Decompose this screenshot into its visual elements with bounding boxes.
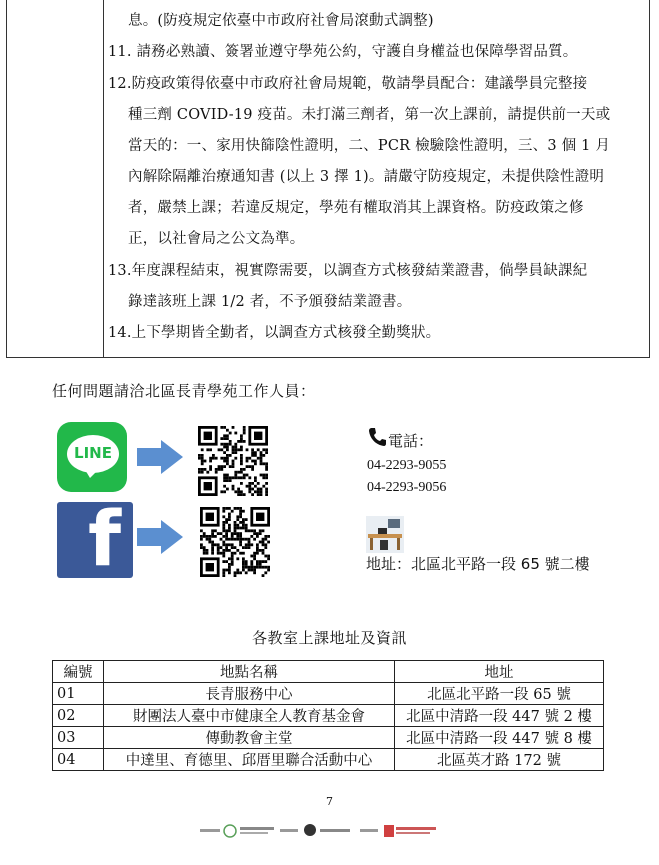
rule-line: 息。(防疫規定依臺中市政府社會局滾動式調整) [128,13,434,29]
phone-number-2: 04-2293-9056 [367,480,447,495]
office-desk-icon [366,516,404,553]
table-row [53,727,604,749]
arrow-right-icon [137,528,161,546]
rule-line: 13.年度課程結束，視實際需要，以調查方式核發結業證書，倘學員缺課紀 [108,263,588,279]
header-number: 編號 [53,661,104,683]
rule-line: 14.上下學期皆全勤者，以調查方式核發全勤獎狀。 [108,325,441,341]
row-number: 04 [53,749,104,771]
table-row [53,749,604,771]
facebook-qr-code[interactable] [200,507,270,577]
header-location: 地點名稱 [104,661,395,683]
footer-sponsor-logos [200,822,460,840]
table-row [53,683,604,705]
row-address: 北區北平路一段 65 號 [395,683,604,705]
rule-line: 當天的：一、家用快篩陰性證明，二、PCR 檢驗陰性證明，三、3 個 1 月 [128,138,611,154]
rule-line: 正，以社會局之公文為準。 [128,231,305,247]
rule-line: 11. 請務必熟讀、簽署並遵守學苑公約，守護自身權益也保障學習品質。 [108,44,578,60]
row-address: 北區中清路一段 447 號 8 樓 [395,727,604,749]
address-text: 地址：北區北平路一段 65 號二樓 [366,555,590,573]
facebook-f-glyph: f [88,494,122,583]
classrooms-title: 各教室上課地址及資訊 [251,629,407,647]
rule-line: 錄達該班上課 1/2 者，不予頒發結業證書。 [128,294,412,310]
arrow-right-icon [137,448,161,466]
row-address: 北區英才路 172 號 [395,749,604,771]
rule-line: 12.防疫政策得依臺中市政府社會局規範，敬請學員配合：建議學員完整接 [108,76,588,92]
row-location: 長青服務中心 [104,683,395,705]
arrow-head-shape [161,520,183,554]
table-header-row [53,661,604,683]
classrooms-table [52,660,604,771]
phone-label: 電話： [388,432,434,450]
rule-line: 者，嚴禁上課；若違反規定，學苑有權取消其上課資格。防疫政策之修 [128,200,584,216]
row-location: 財團法人臺中市健康全人教育基金會 [104,705,395,727]
row-number: 02 [53,705,104,727]
row-address: 北區中清路一段 447 號 2 樓 [395,705,604,727]
row-number: 01 [53,683,104,705]
row-number: 03 [53,727,104,749]
rule-line: 種三劑 COVID-19 疫苗。未打滿三劑者，第一次上課前，請提供前一天或 [128,107,611,123]
line-qr-code[interactable] [198,426,268,496]
phone-icon [368,427,386,451]
header-address: 地址 [395,661,604,683]
rule-line: 內解除隔離治療通知書 (以上 3 擇 1)。請嚴守防疫規定，未提供陰性證明 [128,169,605,185]
page-number: 7 [326,795,333,808]
line-bubble-tail [84,468,100,478]
contact-title: 任何問題請洽北區長青學苑工作人員： [52,382,316,400]
phone-number-1: 04-2293-9055 [367,458,447,473]
row-location: 中達里、育德里、邱厝里聯合活動中心 [104,749,395,771]
rules-column-divider [103,0,104,358]
arrow-head-shape [161,440,183,474]
row-location: 傳動教會主堂 [104,727,395,749]
table-row [53,705,604,727]
line-logo-text: LINE [74,444,112,462]
